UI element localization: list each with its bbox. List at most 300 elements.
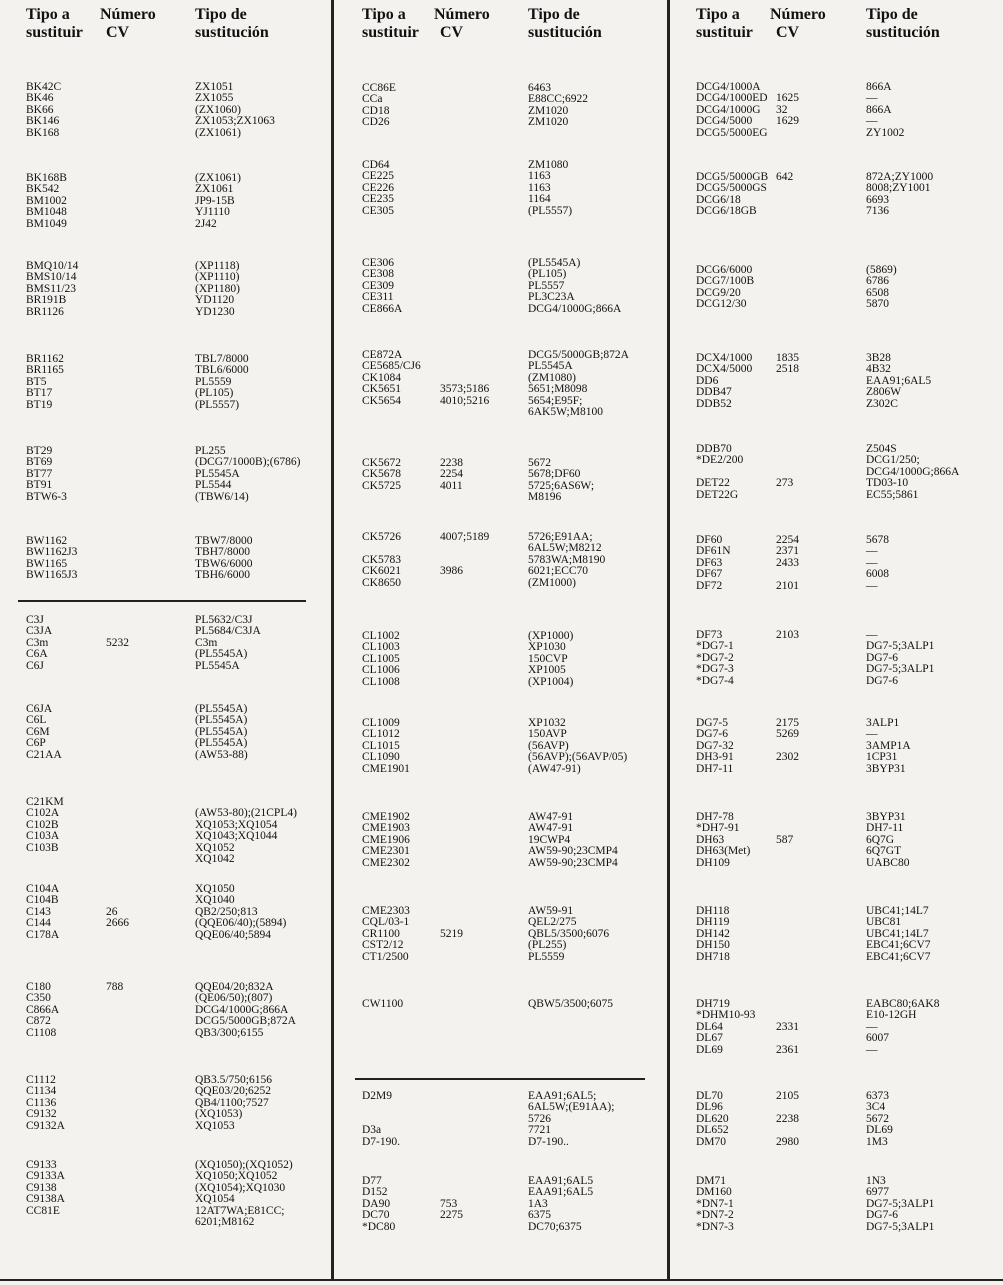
- entry-group: [333, 258, 670, 315]
- table-row: [0, 649, 333, 660]
- tube-type: DH119: [696, 916, 730, 929]
- table-row: [333, 566, 670, 577]
- table-row: [333, 952, 670, 963]
- header-sustituir: sustituir: [362, 24, 419, 41]
- replacement-type: DH7-11: [866, 822, 904, 835]
- table-row: [0, 1121, 333, 1132]
- tube-type: DG7-5: [696, 717, 728, 729]
- entry-group: [333, 812, 670, 869]
- tube-type: BK146: [26, 115, 60, 128]
- replacement-type: QQE03/20;6252: [195, 1085, 272, 1098]
- table-row: [333, 492, 670, 503]
- replacement-type: (ZX1060): [195, 103, 241, 116]
- table-row: [0, 480, 333, 491]
- table-row: [333, 578, 670, 589]
- table-row: [0, 854, 333, 865]
- tube-type: CE306: [362, 257, 394, 269]
- replacement-type: QBW5/3500;6075: [528, 998, 613, 1010]
- tube-type: CE235: [362, 193, 394, 206]
- replacement-type: Z302C: [866, 397, 898, 410]
- tube-type: C102A: [26, 807, 60, 820]
- table-row: [0, 1217, 333, 1228]
- replacement-type: EABC80;6AK8: [866, 998, 940, 1010]
- entry-group: [0, 1160, 333, 1228]
- tube-type: DCG4/1000ED: [696, 92, 768, 105]
- tube-type: CQL/03-1: [362, 916, 410, 929]
- entry-group: [333, 906, 670, 963]
- tube-type: DDB47: [696, 386, 732, 399]
- cv-number: 2275: [440, 1209, 463, 1222]
- replacement-type: 5672: [528, 457, 551, 469]
- cv-number: 2254: [776, 534, 799, 546]
- replacement-type: (XP1000): [528, 630, 574, 642]
- header-tipo: Tipo a: [362, 6, 406, 23]
- table-row: [670, 569, 1003, 580]
- replacement-type: (PL5545A): [528, 257, 581, 269]
- tube-type: DDB52: [696, 397, 732, 410]
- replacement-type: XP1032: [528, 717, 566, 729]
- entry-group: [0, 173, 333, 230]
- tube-type: DL69: [696, 1043, 723, 1056]
- header-tipode: Tipo de: [195, 6, 247, 23]
- table-row: [670, 1045, 1003, 1056]
- tube-type: CE305: [362, 204, 394, 217]
- entry-group: [0, 704, 333, 761]
- tube-type: CK8650: [362, 576, 401, 589]
- entry-group: [670, 353, 1003, 410]
- table-row: [333, 846, 670, 857]
- replacement-type: (56AVP): [528, 739, 569, 752]
- replacement-type: M8196: [528, 491, 562, 504]
- replacement-type: 6786: [866, 275, 889, 288]
- entry-group: [670, 82, 1003, 139]
- entry-group: [0, 354, 333, 411]
- table-row: [0, 831, 333, 842]
- entry-group: [0, 982, 333, 1039]
- cv-number: 788: [106, 981, 124, 993]
- tube-type: DCX4/5000: [696, 363, 753, 376]
- table-row: [0, 1206, 333, 1217]
- tube-type: CE309: [362, 279, 394, 292]
- tube-type: DET22G: [696, 488, 739, 501]
- tube-type: DH109: [696, 856, 730, 869]
- table-row: [333, 396, 670, 407]
- tube-type: DF72: [696, 579, 723, 592]
- replacement-type: 150AVP: [528, 728, 567, 741]
- tube-type: CL1002: [362, 630, 400, 642]
- replacement-type: UBC81: [866, 916, 902, 929]
- replacement-type: YJ1110: [195, 206, 230, 219]
- tube-type: DG7-6: [696, 728, 728, 741]
- replacement-type: 7721: [528, 1124, 551, 1137]
- table-row: [670, 1033, 1003, 1044]
- tube-type: DCG4/1000A: [696, 81, 761, 93]
- tube-type: CD26: [362, 116, 390, 129]
- cv-number: 3573;5186: [440, 383, 490, 396]
- entry-group: [333, 718, 670, 775]
- replacement-type: AW59-90;23CMP4: [528, 856, 618, 869]
- tube-type: DH118: [696, 905, 730, 917]
- replacement-type: 6Q7G: [866, 833, 895, 846]
- replacement-type: DCG5/5000GB;872A: [528, 349, 629, 361]
- table-row: [670, 478, 1003, 489]
- tube-type: CK5651: [362, 383, 401, 396]
- replacement-type: 1A3: [528, 1197, 548, 1210]
- table-row: [0, 727, 333, 738]
- replacement-type: AW59-90;23CMP4: [528, 845, 618, 858]
- entry-group: [670, 535, 1003, 592]
- table-row: [0, 638, 333, 649]
- tube-type: CME2303: [362, 905, 410, 917]
- replacement-type: —: [866, 92, 878, 105]
- replacement-type: ZM1020: [528, 116, 569, 129]
- replacement-type: (PL105): [528, 268, 567, 281]
- tube-type: BTW6-3: [26, 490, 67, 503]
- table-row: [333, 665, 670, 676]
- replacement-type: TBW6/6000: [195, 557, 253, 570]
- replacement-type: (QE06/50);(807): [195, 992, 273, 1005]
- replacement-type: 3AMP1A: [866, 739, 911, 752]
- tube-type: CW1100: [362, 998, 404, 1010]
- table-row: [0, 365, 333, 376]
- table-row: [333, 194, 670, 205]
- entry-group: [670, 1091, 1003, 1148]
- cv-number: 4007;5189: [440, 531, 490, 543]
- tube-type: BT19: [26, 398, 53, 411]
- replacement-type: E10-12GH: [866, 1009, 917, 1022]
- replacement-type: PL5545A: [528, 360, 573, 373]
- tube-type: DCG5/5000GB: [696, 171, 769, 183]
- replacement-type: ZX1053;ZX1063: [195, 115, 275, 128]
- replacement-type: (ZM1000): [528, 576, 576, 589]
- replacement-type: 3ALP1: [866, 717, 900, 729]
- table-row: [333, 677, 670, 688]
- replacement-type: 1N3: [866, 1175, 886, 1187]
- table-column-3: [670, 0, 1003, 1285]
- table-row: [333, 1114, 670, 1125]
- replacement-type: PL5545A: [195, 659, 240, 672]
- replacement-type: 5678;DF60: [528, 468, 581, 481]
- table-row: [0, 400, 333, 411]
- replacement-type: DG7-6: [866, 1209, 898, 1222]
- replacement-type: EAA91;6AL5: [866, 374, 932, 387]
- replacement-type: 19CWP4: [528, 833, 571, 846]
- replacement-type: (XQ1050);(XQ1052): [195, 1159, 293, 1171]
- tube-type: DCG9/20: [696, 286, 741, 299]
- tube-type: *DG7-2: [696, 651, 734, 664]
- replacement-type: 5672: [866, 1112, 889, 1125]
- table-row: [0, 918, 333, 929]
- replacement-type: 3C4: [866, 1101, 886, 1114]
- replacement-type: AW47-91: [528, 822, 574, 835]
- cv-number: 26: [106, 905, 118, 918]
- tube-type: C6P: [26, 737, 46, 750]
- tube-type: CME1901: [362, 762, 410, 775]
- replacement-type: DCG4/1000G;866A: [528, 302, 622, 315]
- cv-number: 642: [776, 171, 794, 183]
- table-row: [0, 930, 333, 941]
- table-column-1: [0, 0, 333, 1285]
- tube-type: C1112: [26, 1074, 56, 1086]
- tube-type: BT91: [26, 479, 53, 492]
- tube-type: BMQ10/14: [26, 260, 79, 272]
- entry-group: [333, 350, 670, 418]
- table-row: [670, 1125, 1003, 1136]
- tube-type: *DG7-3: [696, 663, 734, 676]
- table-row: [333, 292, 670, 303]
- replacement-type: (XP1110): [195, 271, 240, 284]
- replacement-type: TBL7/8000: [195, 353, 249, 365]
- tube-type: BT17: [26, 387, 53, 400]
- replacement-type: —: [866, 115, 878, 128]
- tube-type: CK1084: [362, 371, 401, 384]
- entry-group: [0, 82, 333, 139]
- tube-type: CE225: [362, 170, 394, 183]
- cv-number: 587: [776, 833, 794, 846]
- entry-group: [0, 615, 333, 672]
- replacement-type: 4B32: [866, 363, 891, 376]
- replacement-type: 6508: [866, 286, 889, 299]
- tube-type: C178A: [26, 928, 60, 941]
- header-tipo: Tipo a: [26, 6, 70, 23]
- tube-type: DH142: [696, 927, 730, 940]
- replacement-type: DG7-5;3ALP1: [866, 1220, 935, 1233]
- tube-type: *DH7-91: [696, 822, 740, 835]
- replacement-type: DCG4/1000G;866A: [195, 1003, 289, 1016]
- table-row: [0, 843, 333, 854]
- entry-group: [333, 999, 670, 1010]
- table-row: [0, 295, 333, 306]
- entry-group: [0, 884, 333, 941]
- tube-type: BK66: [26, 103, 54, 116]
- tube-type: DM70: [696, 1135, 727, 1148]
- replacement-type: Z504S: [866, 443, 897, 455]
- replacement-type: 5783WA;M8190: [528, 553, 606, 566]
- tube-type: C6J: [26, 659, 44, 672]
- tube-type: C104A: [26, 883, 60, 895]
- table-row: [670, 206, 1003, 217]
- replacement-type: PL5559: [528, 950, 565, 963]
- tube-type: DH150: [696, 939, 730, 952]
- tube-type: BM1002: [26, 194, 67, 207]
- table-row: [0, 626, 333, 637]
- tube-type: BR191B: [26, 294, 67, 307]
- header-sustitucion: sustitución: [866, 24, 940, 41]
- tube-type: CL1006: [362, 664, 400, 677]
- replacement-type: ZM1080: [528, 159, 569, 171]
- tube-type: CK5654: [362, 394, 401, 407]
- replacement-type: —: [866, 556, 878, 569]
- replacement-type: XQ1050: [195, 883, 235, 895]
- replacement-type: ZX1055: [195, 92, 234, 105]
- tube-type: DET22: [696, 477, 730, 490]
- tube-type: BR1165: [26, 364, 64, 377]
- tube-type: BW1165: [26, 557, 68, 570]
- table-row: [333, 1210, 670, 1221]
- table-row: [0, 738, 333, 749]
- replacement-type: DCG4/1000G;866A: [866, 465, 960, 478]
- replacement-type: AW59-91: [528, 905, 574, 917]
- table-row: [670, 952, 1003, 963]
- replacement-type: 5654;E95F;: [528, 394, 583, 407]
- replacement-type: 6AL5W;(E91AA);: [528, 1101, 615, 1114]
- replacement-type: (XP1180): [195, 282, 240, 295]
- tube-type: D3a: [362, 1124, 382, 1137]
- replacement-type: EC55;5861: [866, 488, 919, 501]
- replacement-type: EBC41;6CV7: [866, 950, 931, 963]
- table-row: [670, 581, 1003, 592]
- entry-group: [670, 999, 1003, 1056]
- replacement-type: EAA91;6AL5;: [528, 1090, 597, 1102]
- tube-type: BMS10/14: [26, 271, 77, 284]
- tube-type: CE226: [362, 181, 394, 194]
- tube-type: DH63: [696, 833, 725, 846]
- replacement-type: DCG5/5000GB;872A: [195, 1015, 296, 1028]
- replacement-type: (ZM1080): [528, 371, 576, 384]
- entry-group: [333, 1176, 670, 1233]
- table-row: [670, 128, 1003, 139]
- tube-type: DL67: [696, 1032, 723, 1045]
- tube-type: C3JA: [26, 625, 53, 638]
- tube-type: DCG6/18GB: [696, 205, 757, 218]
- replacement-type: —: [866, 629, 878, 641]
- table-row: [0, 307, 333, 318]
- replacement-type: PL5684/C3JA: [195, 625, 261, 638]
- replacement-type: TBH7/8000: [195, 546, 250, 559]
- tube-type: BK168B: [26, 172, 67, 184]
- replacement-type: QQE06/40;5894: [195, 928, 272, 941]
- replacement-type: 872A;ZY1000: [866, 171, 934, 183]
- tube-type: D77: [362, 1175, 382, 1187]
- cv-number: 4011: [440, 479, 463, 492]
- tube-type: C9132: [26, 1108, 57, 1121]
- tube-type: DF63: [696, 556, 723, 569]
- replacement-type: 866A: [866, 81, 892, 93]
- replacement-type: (PL5545A): [195, 737, 248, 750]
- replacement-type: 6693: [866, 193, 889, 206]
- tube-type: CL1090: [362, 751, 400, 764]
- cv-number: 2254: [440, 468, 463, 481]
- tube-type: BR1126: [26, 305, 64, 318]
- table-row: [333, 764, 670, 775]
- tube-type: BT77: [26, 467, 53, 480]
- replacement-type: (ZX1061): [195, 172, 241, 184]
- table-row: [0, 128, 333, 139]
- table-row: [333, 940, 670, 951]
- tube-type: C1136: [26, 1096, 57, 1109]
- replacement-type: XQ1040: [195, 894, 235, 907]
- replacement-type: ZX1061: [195, 183, 234, 196]
- tube-type: C3m: [26, 636, 49, 649]
- replacement-type: PL5544: [195, 479, 232, 492]
- replacement-type: DG7-5;3ALP1: [866, 1197, 935, 1210]
- entry-group: [333, 532, 670, 589]
- tube-type: DL64: [696, 1020, 723, 1033]
- replacement-type: XQ1050;XQ1052: [195, 1170, 278, 1183]
- entry-group: [333, 83, 670, 129]
- table-row: [333, 858, 670, 869]
- replacement-type: DG7-6: [866, 651, 898, 664]
- tube-type: CME2301: [362, 845, 410, 858]
- tube-type: C180: [26, 981, 51, 993]
- entry-group: [670, 630, 1003, 687]
- tube-type: D152: [362, 1186, 388, 1199]
- replacement-type: EAA91;6AL5: [528, 1175, 594, 1187]
- tube-type: CME1906: [362, 833, 410, 846]
- table-row: [333, 1091, 670, 1102]
- replacement-type: (XP1004): [528, 675, 574, 688]
- table-column-2: [333, 0, 670, 1285]
- header-sustituir: sustituir: [696, 24, 753, 41]
- tube-type: *DC80: [362, 1220, 396, 1233]
- tube-type: BT29: [26, 445, 53, 457]
- entry-group: [670, 172, 1003, 218]
- table-row: [333, 752, 670, 763]
- table-row: [0, 116, 333, 127]
- tube-type: BW1162J3: [26, 546, 78, 559]
- replacement-type: XQ1042: [195, 852, 235, 865]
- entry-group: [0, 261, 333, 318]
- replacement-type: TD03-10: [866, 477, 909, 490]
- replacement-type: —: [866, 579, 878, 592]
- replacement-type: 8008;ZY1001: [866, 182, 931, 195]
- cv-number: 2518: [776, 363, 799, 376]
- replacement-type: XP1005: [528, 664, 566, 677]
- tube-type: DF61N: [696, 545, 731, 558]
- replacement-type: XQ1054: [195, 1193, 235, 1206]
- tube-type: CD18: [362, 104, 390, 117]
- tube-type: C1108: [26, 1026, 57, 1039]
- tube-type: DCG4/5000: [696, 115, 753, 128]
- replacement-type: Z806W: [866, 386, 902, 399]
- tube-type: CL1005: [362, 652, 400, 665]
- tube-type: CK5783: [362, 553, 401, 566]
- tube-type: DC70: [362, 1209, 390, 1222]
- replacement-type: —: [866, 1043, 878, 1056]
- header-tipode: Tipo de: [866, 6, 918, 23]
- table-row: [670, 364, 1003, 375]
- replacement-type: 6463: [528, 82, 551, 94]
- replacement-type: ZM1020: [528, 104, 569, 117]
- tube-type: DG7-32: [696, 739, 734, 752]
- cv-number: 2980: [776, 1135, 799, 1148]
- tube-type: CE872A: [362, 349, 403, 361]
- replacement-type: QBL5/3500;6076: [528, 927, 610, 940]
- replacement-type: (XQ1054);XQ1030: [195, 1181, 286, 1194]
- tube-type: D2M9: [362, 1090, 393, 1102]
- replacement-type: —: [866, 1020, 878, 1033]
- cv-number: 5232: [106, 636, 129, 649]
- table-row: [0, 207, 333, 218]
- table-row: [333, 304, 670, 315]
- tube-type: *DG7-1: [696, 640, 734, 653]
- tube-type: CE866A: [362, 302, 403, 315]
- replacement-type: PL255: [195, 445, 226, 457]
- replacement-type: XQ1053: [195, 1119, 235, 1132]
- replacement-type: (56AVP);(56AVP/05): [528, 751, 628, 764]
- cv-number: 2238: [440, 457, 463, 469]
- tube-type: DCG5/5000EG: [696, 126, 768, 139]
- table-row: [670, 752, 1003, 763]
- replacement-type: (PL255): [528, 939, 567, 952]
- tube-type: DA90: [362, 1197, 391, 1210]
- replacement-type: 6Q7GT: [866, 845, 902, 858]
- replacement-type: (ZX1061): [195, 126, 241, 139]
- table-row: [333, 1137, 670, 1148]
- tube-type: C350: [26, 992, 51, 1005]
- tube-type: C143: [26, 905, 51, 918]
- tube-type: C9132A: [26, 1119, 65, 1132]
